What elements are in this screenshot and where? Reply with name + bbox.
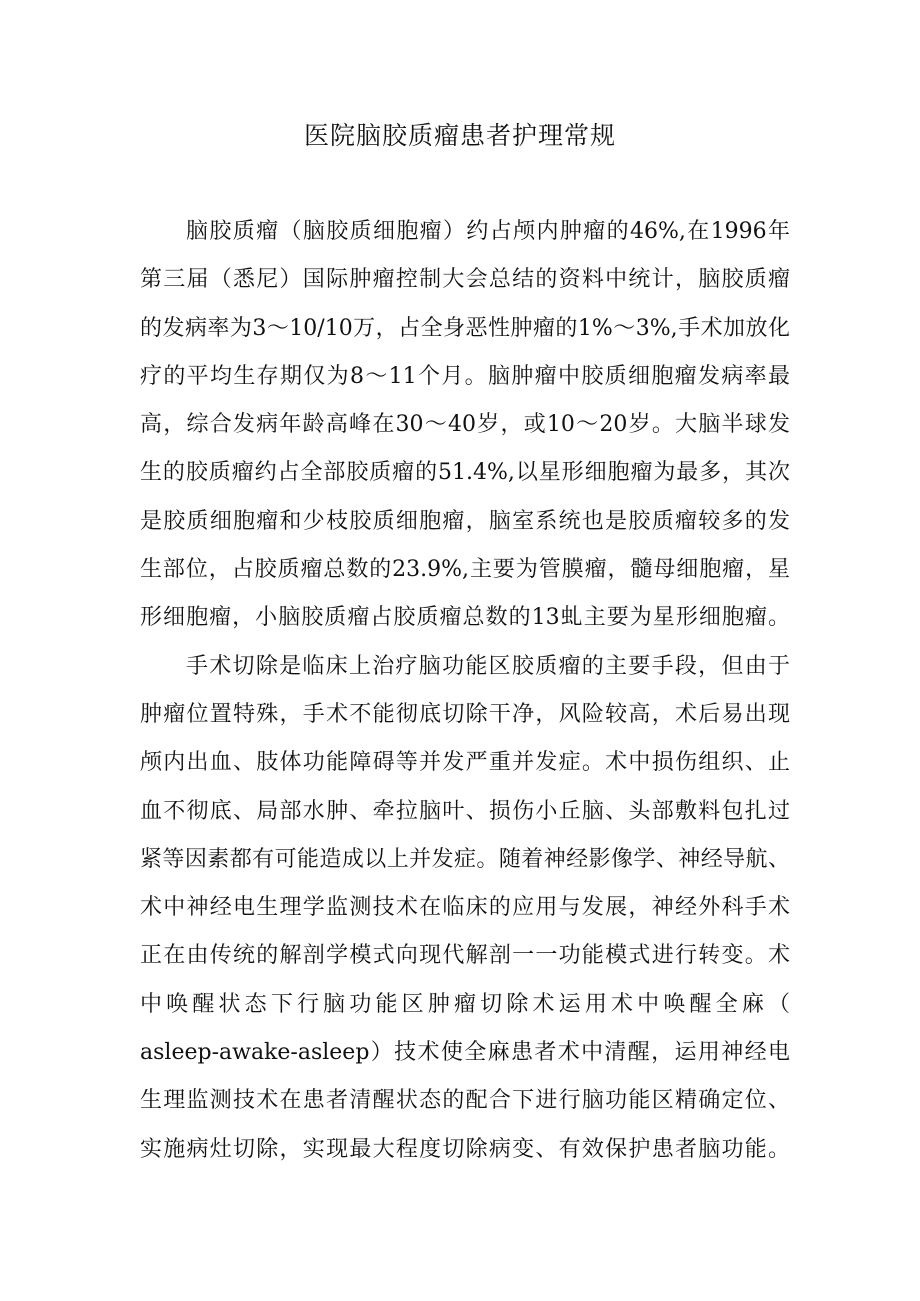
paragraph-1-line: 的发病率为3～10/10万，占全身恶性肿瘤的1%～3%,手术加放化 <box>140 315 790 341</box>
paragraph-2-line: 紧等因素都有可能造成以上并发症。随着神经影像学、神经导航、 <box>140 846 790 872</box>
paragraph-2-line: 血不彻底、局部水肿、牵拉脑叶、损伤小丘脑、头部敷料包扎过 <box>140 798 790 824</box>
paragraph-1-line: 高，综合发病年龄高峰在30～40岁，或10～20岁。大脑半球发 <box>140 412 790 438</box>
paragraph-2-line: asleep-awake-asleep）技术使全麻患者术中清醒，运用神经电 <box>140 1040 790 1066</box>
paragraph-2-line: 术中神经电生理学监测技术在临床的应用与发展，神经外科手术 <box>140 895 790 921</box>
paragraph-2-line: 生理监测技术在患者清醒状态的配合下进行脑功能区精确定位、 <box>140 1088 790 1114</box>
paragraph-1-line: 第三届（悉尼）国际肿瘤控制大会总结的资料中统计，脑胶质瘤 <box>140 267 790 293</box>
paragraph-2-line: 颅内出血、肢体功能障碍等并发严重并发症。术中损伤组织、止 <box>140 750 790 776</box>
paragraph-2-line: 实施病灶切除，实现最大程度切除病变、有效保护患者脑功能。 <box>140 1136 790 1162</box>
paragraph-1-line: 生部位，占胶质瘤总数的23.9%,主要为管膜瘤，髓母细胞瘤，星 <box>140 557 790 583</box>
paragraph-2-line: 正在由传统的解剖学模式向现代解剖一一功能模式进行转变。术 <box>140 943 790 969</box>
paragraph-2 <box>140 643 790 1174</box>
paragraph-2-line: 肿瘤位置特殊，手术不能彻底切除干净，风险较高，术后易出现 <box>140 701 790 727</box>
paragraph-1-line: 脑胶质瘤（脑胶质细胞瘤）约占颅内肿瘤的46%,在1996年 <box>186 219 790 244</box>
paragraph-1-line: 是胶质细胞瘤和少枝胶质细胞瘤，脑室系统也是胶质瘤较多的发 <box>140 508 790 534</box>
document-title: 医院脑胶质瘤患者护理常规 <box>303 121 616 150</box>
paragraph-1-line: 形细胞瘤，小脑胶质瘤占胶质瘤总数的13虬主要为星形细胞瘤。 <box>140 605 790 631</box>
paragraph-1-line: 疗的平均生存期仅为8～11个月。脑肿瘤中胶质细胞瘤发病率最 <box>140 363 790 389</box>
paragraph-1 <box>140 208 790 643</box>
paragraph-2-line: 中唤醒状态下行脑功能区肿瘤切除术运用术中唤醒全麻（ <box>140 991 790 1017</box>
paragraph-2-line: 手术切除是临床上治疗脑功能区胶质瘤的主要手段，但由于 <box>186 653 790 679</box>
document-body <box>140 208 790 1174</box>
paragraph-1-line: 生的胶质瘤约占全部胶质瘤的51.4%,以星形细胞瘤为最多，其次 <box>140 460 790 486</box>
